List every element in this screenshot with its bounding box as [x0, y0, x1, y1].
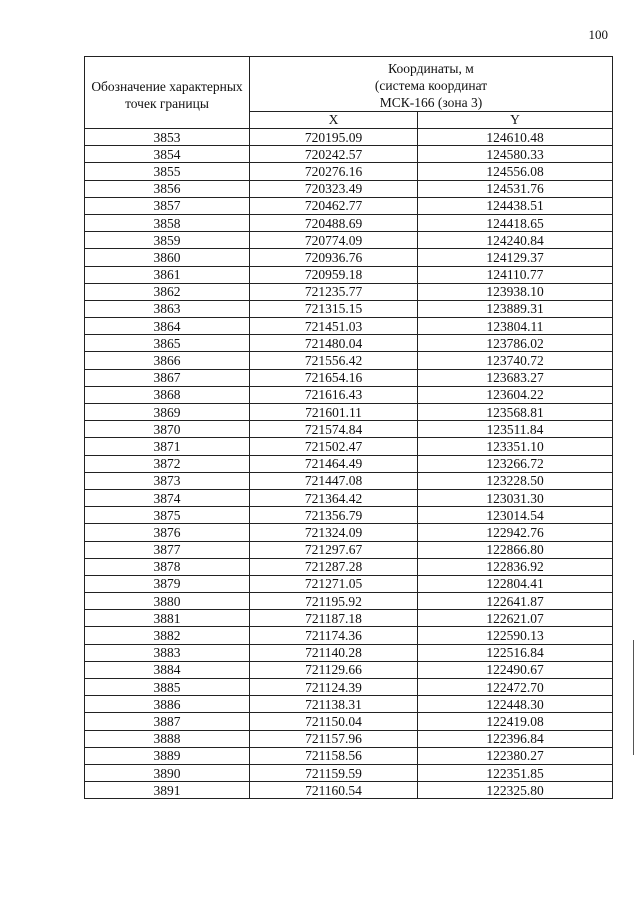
y-coordinate-cell: 123511.84	[418, 421, 613, 438]
x-coordinate-cell: 721160.54	[250, 782, 418, 799]
point-cell: 3869	[85, 404, 250, 421]
y-coordinate-cell: 124580.33	[418, 146, 613, 163]
y-coordinate-cell: 122396.84	[418, 730, 613, 747]
y-coordinate-cell: 123228.50	[418, 472, 613, 489]
table-row	[85, 747, 613, 764]
table-row	[85, 627, 613, 644]
x-coordinate-cell: 721574.84	[250, 421, 418, 438]
x-coordinate-cell: 721364.42	[250, 489, 418, 506]
point-cell: 3888	[85, 730, 250, 747]
x-coordinate-cell: 721356.79	[250, 507, 418, 524]
x-coordinate-cell: 720774.09	[250, 232, 418, 249]
point-cell: 3890	[85, 764, 250, 781]
x-coordinate-cell: 721324.09	[250, 524, 418, 541]
y-coordinate-cell: 123014.54	[418, 507, 613, 524]
table-row	[85, 610, 613, 627]
table-row	[85, 146, 613, 163]
table-row	[85, 593, 613, 610]
y-coordinate-cell: 124556.08	[418, 163, 613, 180]
point-cell: 3884	[85, 661, 250, 678]
table-row	[85, 541, 613, 558]
x-coordinate-cell: 721174.36	[250, 627, 418, 644]
x-coordinate-cell: 721464.49	[250, 455, 418, 472]
point-cell: 3878	[85, 558, 250, 575]
point-cell: 3862	[85, 283, 250, 300]
y-coordinate-cell: 122490.67	[418, 661, 613, 678]
x-coordinate-cell: 721124.39	[250, 679, 418, 696]
y-coordinate-cell: 124110.77	[418, 266, 613, 283]
y-coordinate-cell: 124418.65	[418, 214, 613, 231]
table-row	[85, 318, 613, 335]
y-coordinate-cell: 123804.11	[418, 318, 613, 335]
point-cell: 3883	[85, 644, 250, 661]
table-row	[85, 249, 613, 266]
table-row	[85, 232, 613, 249]
page-number: 100	[588, 27, 608, 42]
y-coordinate-cell: 123740.72	[418, 352, 613, 369]
point-cell: 3873	[85, 472, 250, 489]
x-coordinate-cell: 721616.43	[250, 386, 418, 403]
table-row	[85, 197, 613, 214]
point-cell: 3859	[85, 232, 250, 249]
point-cell: 3876	[85, 524, 250, 541]
y-coordinate-cell: 122325.80	[418, 782, 613, 799]
table-row	[85, 455, 613, 472]
y-coordinate-cell: 122641.87	[418, 593, 613, 610]
table-row	[85, 558, 613, 575]
coordinates-header	[250, 57, 613, 112]
point-cell: 3879	[85, 575, 250, 592]
point-cell: 3860	[85, 249, 250, 266]
x-coordinate-cell: 721138.31	[250, 696, 418, 713]
y-coordinate-cell: 123031.30	[418, 489, 613, 506]
x-coordinate-cell: 721480.04	[250, 335, 418, 352]
point-cell: 3854	[85, 146, 250, 163]
coordinates-table	[84, 56, 613, 799]
coordinates-header-line2: (система координат	[374, 77, 488, 93]
x-coordinate-cell: 720462.77	[250, 197, 418, 214]
x-coordinate-cell: 721187.18	[250, 610, 418, 627]
table-row	[85, 764, 613, 781]
x-coordinate-cell: 721601.11	[250, 404, 418, 421]
y-coordinate-cell: 122448.30	[418, 696, 613, 713]
table-row	[85, 386, 613, 403]
point-cell: 3870	[85, 421, 250, 438]
table-row	[85, 129, 613, 146]
y-coordinate-cell: 122836.92	[418, 558, 613, 575]
x-coordinate-cell: 721157.96	[250, 730, 418, 747]
y-coordinate-cell: 123938.10	[418, 283, 613, 300]
y-coordinate-cell: 123786.02	[418, 335, 613, 352]
table-row	[85, 163, 613, 180]
table-row	[85, 696, 613, 713]
table-row	[85, 352, 613, 369]
point-cell: 3866	[85, 352, 250, 369]
table-row	[85, 713, 613, 730]
table-body	[85, 129, 613, 799]
table-row	[85, 644, 613, 661]
x-coordinate-cell: 721315.15	[250, 300, 418, 317]
y-coordinate-cell: 122516.84	[418, 644, 613, 661]
table-row	[85, 782, 613, 799]
point-cell: 3881	[85, 610, 250, 627]
x-coordinate-cell: 720959.18	[250, 266, 418, 283]
y-coordinate-cell: 122942.76	[418, 524, 613, 541]
point-cell: 3857	[85, 197, 250, 214]
x-coordinate-cell: 721654.16	[250, 369, 418, 386]
point-cell: 3882	[85, 627, 250, 644]
x-coordinate-cell: 720242.57	[250, 146, 418, 163]
y-coordinate-cell: 122380.27	[418, 747, 613, 764]
y-coordinate-cell: 122351.85	[418, 764, 613, 781]
point-cell: 3861	[85, 266, 250, 283]
point-cell: 3868	[85, 386, 250, 403]
x-coordinate-cell: 721159.59	[250, 764, 418, 781]
table-row	[85, 679, 613, 696]
point-cell: 3855	[85, 163, 250, 180]
table-row	[85, 266, 613, 283]
x-coordinate-cell: 720323.49	[250, 180, 418, 197]
coordinates-header-line3: МСК-166 (зона 3)	[379, 94, 483, 110]
x-coordinate-cell: 720488.69	[250, 214, 418, 231]
x-coordinate-cell: 721271.05	[250, 575, 418, 592]
table-row	[85, 438, 613, 455]
x-coordinate-cell: 720195.09	[250, 129, 418, 146]
table-row	[85, 661, 613, 678]
point-cell: 3858	[85, 214, 250, 231]
y-coordinate-cell: 124531.76	[418, 180, 613, 197]
y-coordinate-cell: 123683.27	[418, 369, 613, 386]
point-cell: 3865	[85, 335, 250, 352]
point-cell: 3863	[85, 300, 250, 317]
point-cell: 3877	[85, 541, 250, 558]
x-coordinate-cell: 721158.56	[250, 747, 418, 764]
y-coordinate-cell: 124438.51	[418, 197, 613, 214]
x-coordinate-cell: 721502.47	[250, 438, 418, 455]
table-row	[85, 421, 613, 438]
point-cell: 3872	[85, 455, 250, 472]
table-row	[85, 404, 613, 421]
x-coordinate-cell: 721195.92	[250, 593, 418, 610]
x-coordinate-cell: 721235.77	[250, 283, 418, 300]
x-coordinate-cell: 721297.67	[250, 541, 418, 558]
coordinates-header-line1: Координаты, м	[388, 60, 474, 76]
table-row	[85, 335, 613, 352]
y-column-header: Y	[418, 112, 613, 129]
table-row	[85, 472, 613, 489]
y-coordinate-cell: 123889.31	[418, 300, 613, 317]
point-cell: 3880	[85, 593, 250, 610]
x-coordinate-cell: 721556.42	[250, 352, 418, 369]
point-cell: 3867	[85, 369, 250, 386]
y-coordinate-cell: 123266.72	[418, 455, 613, 472]
x-coordinate-cell: 721451.03	[250, 318, 418, 335]
scan-edge-line	[633, 640, 634, 755]
y-coordinate-cell: 124610.48	[418, 129, 613, 146]
y-coordinate-cell: 122419.08	[418, 713, 613, 730]
table-row	[85, 575, 613, 592]
point-cell: 3885	[85, 679, 250, 696]
table-row	[85, 730, 613, 747]
x-coordinate-cell: 721140.28	[250, 644, 418, 661]
x-coordinate-cell: 721129.66	[250, 661, 418, 678]
point-designation-header: Обозначение характерных точек границы	[85, 57, 250, 129]
table-row	[85, 300, 613, 317]
table-row	[85, 489, 613, 506]
point-cell: 3853	[85, 129, 250, 146]
y-coordinate-cell: 122804.41	[418, 575, 613, 592]
x-coordinate-cell: 721447.08	[250, 472, 418, 489]
table-row	[85, 214, 613, 231]
x-coordinate-cell: 721287.28	[250, 558, 418, 575]
x-coordinate-cell: 721150.04	[250, 713, 418, 730]
point-cell: 3874	[85, 489, 250, 506]
point-cell: 3886	[85, 696, 250, 713]
point-cell: 3871	[85, 438, 250, 455]
y-coordinate-cell: 122472.70	[418, 679, 613, 696]
table-row	[85, 283, 613, 300]
y-coordinate-cell: 122590.13	[418, 627, 613, 644]
y-coordinate-cell: 123351.10	[418, 438, 613, 455]
table-row	[85, 524, 613, 541]
point-cell: 3889	[85, 747, 250, 764]
y-coordinate-cell: 123568.81	[418, 404, 613, 421]
table-row	[85, 507, 613, 524]
point-cell: 3875	[85, 507, 250, 524]
x-column-header: X	[250, 112, 418, 129]
y-coordinate-cell: 123604.22	[418, 386, 613, 403]
table-row	[85, 180, 613, 197]
point-cell: 3891	[85, 782, 250, 799]
point-cell: 3856	[85, 180, 250, 197]
y-coordinate-cell: 124129.37	[418, 249, 613, 266]
y-coordinate-cell: 124240.84	[418, 232, 613, 249]
point-cell: 3864	[85, 318, 250, 335]
y-coordinate-cell: 122621.07	[418, 610, 613, 627]
table-row	[85, 369, 613, 386]
x-coordinate-cell: 720276.16	[250, 163, 418, 180]
point-cell: 3887	[85, 713, 250, 730]
y-coordinate-cell: 122866.80	[418, 541, 613, 558]
x-coordinate-cell: 720936.76	[250, 249, 418, 266]
